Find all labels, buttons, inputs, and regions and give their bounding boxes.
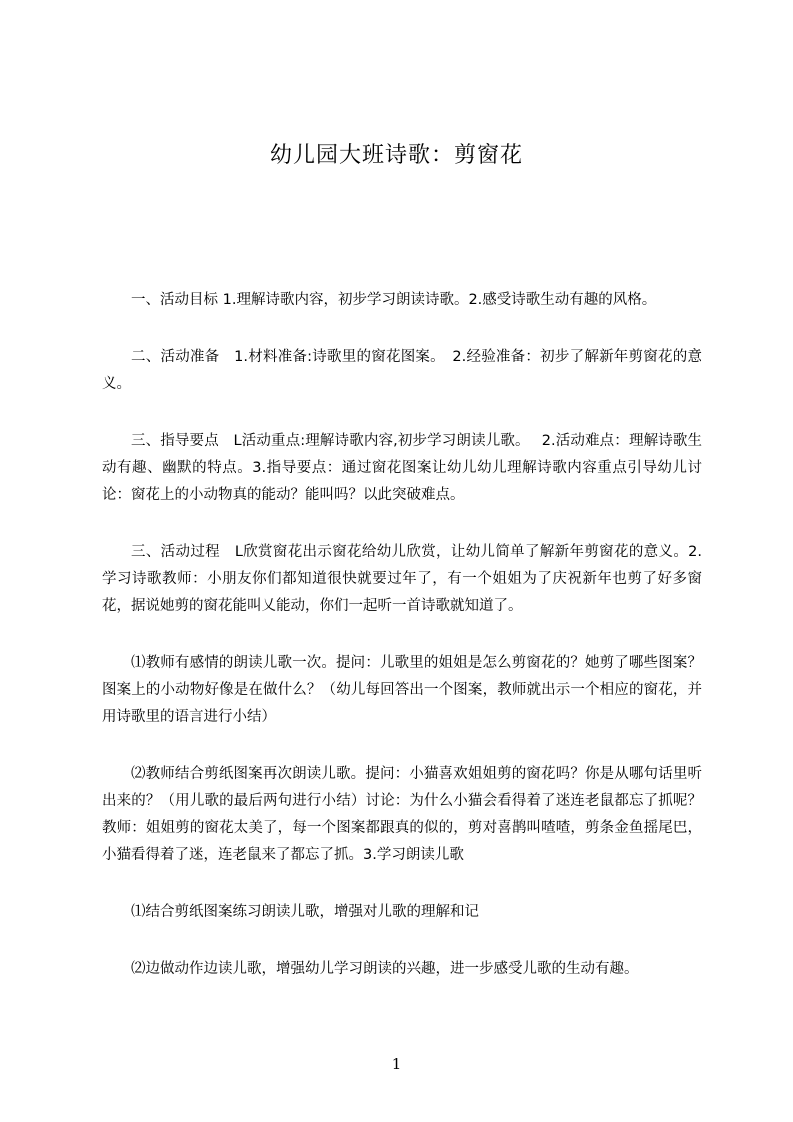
page-number: 1	[391, 1055, 402, 1073]
paragraph-step-1: ⑴教师有感情的朗读儿歌一次。提问：儿歌里的姐姐是怎么剪窗花的？她剪了哪些图案？图案上的小动物好像是在做什么？（幼儿每回答出一个图案，教师就出示一个相应的窗花，并用诗歌里的语言进行小结）	[102, 655, 702, 725]
document-title: 幼儿园大班诗歌：剪窗花	[269, 143, 523, 168]
paragraph-activity-goals: 一、活动目标 1.理解诗歌内容，初步学习朗读诗歌。2.感受诗歌生动有趣的风格。	[131, 292, 657, 308]
paragraph-practice-2: ⑵边做动作边读儿歌，增强幼儿学习朗读的兴趣，进一步感受儿歌的生动有趣。	[131, 961, 639, 977]
paragraph-step-2: ⑵教师结合剪纸图案再次朗读儿歌。提问：小猫喜欢姐姐剪的窗花吗？你是从哪句话里听出来的？（用儿歌的最后两句进行小结）讨论：为什么小猫会看得着了迷连老鼠都忘了抓呢？教师：姐姐剪的窗花太美了，每一个图案都跟真的似的，剪对喜鹊叫喳喳，剪条金鱼摇尾巴，小猫看得着了迷，连老鼠来了都忘了抓。3.学习朗读儿歌	[102, 766, 702, 863]
document-body	[102, 287, 702, 1013]
paragraph-practice-1: ⑴结合剪纸图案练习朗读儿歌，增强对儿歌的理解和记	[131, 904, 479, 920]
paragraph-guidance-points: 三、指导要点 L活动重点:理解诗歌内容,初步学习朗读儿歌。 2.活动难点：理解诗歌生动有趣、幽默的特点。3.指导要点：通过窗花图案让幼儿幼儿理解诗歌内容重点引导幼儿讨论：窗花上的小动物真的能动？能叫吗？以此突破难点。	[102, 433, 702, 503]
paragraph-activity-process: 三、活动过程 L欣赏窗花出示窗花给幼儿欣赏，让幼儿简单了解新年剪窗花的意义。2.学习诗歌教师：小朋友你们都知道很快就要过年了，有一个姐姐为了庆祝新年也剪了好多窗花，据说她剪的窗花能叫乂能动，你们一起听一首诗歌就知道了。	[102, 544, 702, 614]
paragraph-activity-preparation: 二、活动准备 1.材料准备:诗歌里的窗花图案。 2.经验准备：初步了解新年剪窗花的意义。	[102, 349, 702, 392]
